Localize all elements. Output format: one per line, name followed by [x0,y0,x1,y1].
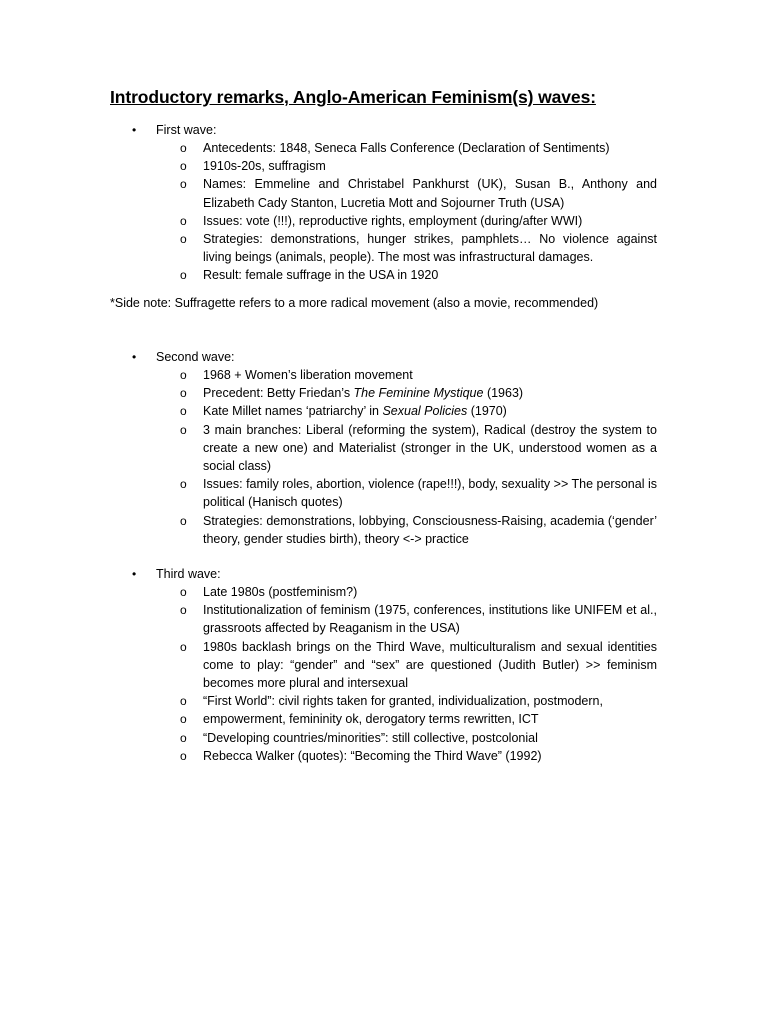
sub-bullet-glyph: o [180,386,187,401]
list-item-text [203,402,657,420]
section-heading-row [0,121,768,139]
list-item-text: Late 1980s (postfeminism?) [203,585,358,599]
item-text-part: Kate Millet names ‘patriarchy’ in [203,404,383,419]
bullet-glyph: • [132,567,137,581]
list-item-text: “First World”: civil rights taken for granted, individualization, postmodern, [203,694,603,709]
list-item [0,139,768,157]
section-heading-row [0,565,768,583]
list-item [0,230,768,266]
sub-bullet-glyph: o [180,368,187,382]
list-item-text: Strategies: demonstrations, lobbying, Consciousness-Raising, academia (‘gender’ theory, gender studies birth), theory <-> practice [203,513,657,546]
list-item [0,583,768,601]
list-item [0,366,768,384]
list-item [0,747,768,765]
sub-list [0,139,768,285]
item-text-part: (1963) [483,386,524,401]
list-item-text: Antecedents: 1848, Seneca Falls Conference (Declaration of Sentiments) [203,141,610,155]
list-item-text: Names: Emmeline and Christabel Pankhurst (UK), Susan B., Anthony and Elizabeth Cady Stanton, Lucretia Mott and Sojourner Truth (USA) [203,177,657,210]
sub-bullet-glyph: o [180,730,187,745]
list-item [0,710,768,728]
list-item-text: 1980s backlash brings on the Third Wave, multiculturalism and sexual identities come to play: “gender” and “sex” are questioned (Judith Butler) >> feminism becomes more plural and intersexual [203,639,657,691]
sub-bullet-glyph: o [180,422,187,437]
list-item [0,212,768,230]
list-item [0,175,768,211]
sub-bullet-glyph: o [180,639,187,654]
list-item-text: empowerment, femininity ok, derogatory terms rewritten, ICT [203,712,539,727]
list-item-text: Strategies: demonstrations, hunger strikes, pamphlets… No violence against living beings (animals, people). The most was infrastructural damages. [203,232,657,265]
list-item-text: 3 main branches: Liberal (reforming the system), Radical (destroy the system to create a new one) and Materialist (stronger in the UK, understood women as a social class) [203,422,657,474]
sub-bullet-glyph: o [180,232,187,247]
list-item-text: Rebecca Walker (quotes): “Becoming the Third Wave” (1992) [203,748,542,763]
list-item [0,421,768,476]
page-title: Introductory remarks, Anglo-American Feminism(s) waves: [110,87,596,107]
sub-bullet-glyph: o [180,141,187,155]
list-item [0,601,768,637]
list-item [0,475,768,511]
section-heading: Second wave: [156,350,235,364]
section-first-wave [0,121,768,285]
section-heading: First wave: [156,123,217,137]
list-item-text: Issues: family roles, abortion, violence (rape!!!), body, sexuality >> The personal is political (Hanisch quotes) [203,477,657,510]
list-item [0,729,768,747]
sub-bullet-glyph: o [180,159,187,174]
section-second-wave [0,348,768,548]
list-item [0,692,768,710]
sub-bullet-glyph: o [180,268,187,283]
book-title: The Feminine Mystique [353,386,484,401]
side-note: *Side note: Suffragette refers to a more radical movement (also a movie, recommended) [110,296,599,310]
sub-bullet-glyph: o [180,213,187,228]
list-item [0,638,768,693]
list-item-text: “Developing countries/minorities”: still collective, postcolonial [203,730,538,745]
sub-bullet-glyph: o [180,404,187,419]
list-item-text: 1968 + Women’s liberation movement [203,368,413,382]
item-text-part: (1970) [467,404,507,419]
list-item [0,384,768,402]
list-item-text: Institutionalization of feminism (1975, conferences, institutions like UNIFEM et al., grassroots affected by Reaganism in the USA) [203,603,657,636]
sub-bullet-glyph: o [180,477,187,492]
list-item-text [203,384,657,402]
book-title: Sexual Policies [382,404,468,419]
bullet-glyph: • [132,123,137,137]
sub-bullet-glyph: o [180,748,187,763]
sub-bullet-glyph: o [180,585,187,599]
list-item-text: 1910s-20s, suffragism [203,159,326,174]
sub-bullet-glyph: o [180,603,187,618]
sub-bullet-glyph: o [180,694,187,709]
item-text-part: Precedent: Betty Friedan’s [203,386,354,401]
sub-bullet-glyph: o [180,177,187,192]
list-item [0,512,768,548]
list-item-text: Issues: vote (!!!), reproductive rights, employment (during/after WWI) [203,213,583,228]
section-heading-row [0,348,768,366]
bullet-glyph: • [132,350,137,364]
sub-list [0,583,768,765]
list-item [0,157,768,175]
sub-bullet-glyph: o [180,712,187,727]
list-item [0,402,768,420]
sub-bullet-glyph: o [180,513,187,528]
list-item [0,266,768,284]
section-heading: Third wave: [156,567,221,581]
list-item-text: Result: female suffrage in the USA in 1920 [203,268,439,283]
section-third-wave [0,565,768,765]
sub-list [0,366,768,548]
